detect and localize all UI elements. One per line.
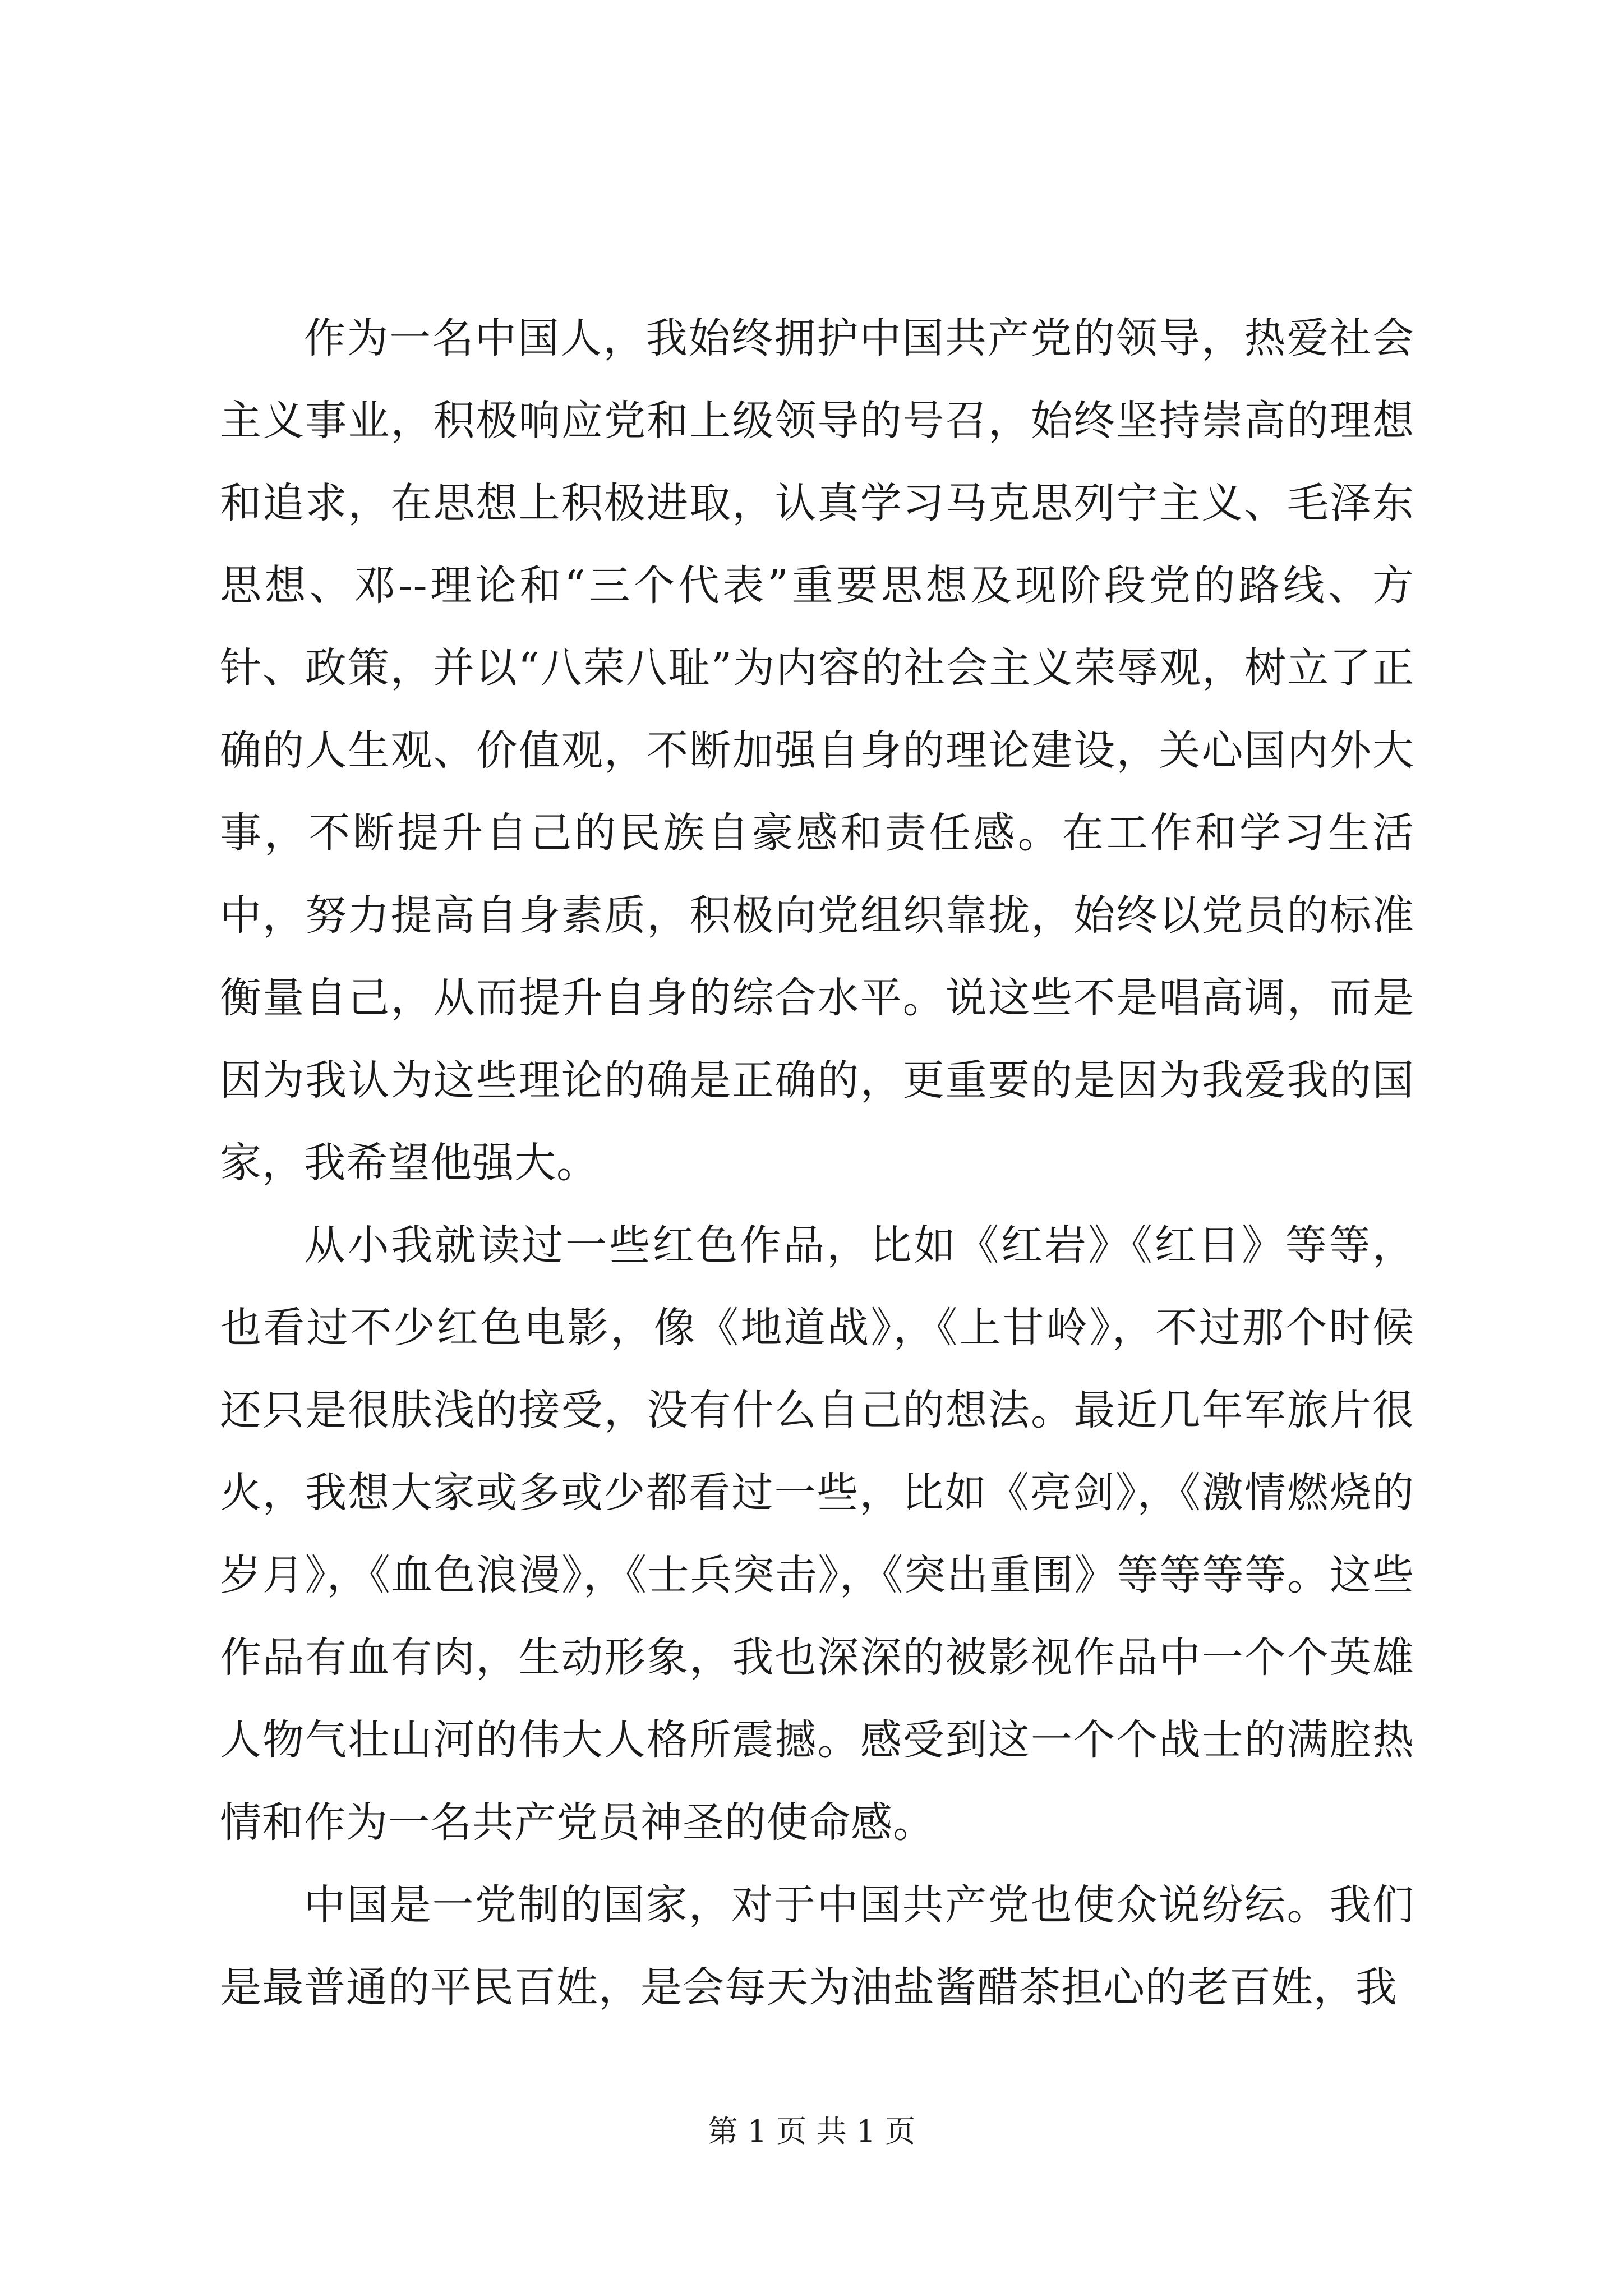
paragraph-3: 中国是一党制的国家，对于中国共产党也使众说纷纭。我们是最普通的平民百姓，是会每天为油盐酱醋茶担心的老百姓，我 xyxy=(220,1881,1414,2012)
paragraph-2: 从小我就读过一些红色作品，比如《红岩》《红日》等等，也看过不少红色电影，像《地道战》，《上甘岭》，不过那个时候还只是很肤浅的接受，没有什么自己的想法。最近几年军旅片很火，我想大家或多或少都看过一些，比如《亮剑》，《激情燃烧的岁月》，《血色浪漫》，《士兵突击》，《突出重围》等等等等。这些作品有血有肉，生动形象，我也深深的被影视作品中一个个英雄人物气壮山河的伟大人格所震撼。感受到这一个个战士的满腔热情和作为一名共产党员神圣的使命感。 xyxy=(220,1221,1414,1847)
page-footer: 第 1 页 共 1 页 xyxy=(707,2114,916,2149)
document-body xyxy=(220,297,1414,2029)
paragraph-1: 作为一名中国人，我始终拥护中国共产党的领导，热爱社会主义事业，积极响应党和上级领导的号召，始终坚持崇高的理想和追求，在思想上积极进取，认真学习马克思列宁主义、毛泽东思想、邓--理论和“三个代表”重要思想及现阶段党的路线、方针、政策，并以“八荣八耻”为内容的社会主义荣辱观，树立了正确的人生观、价值观，不断加强自身的理论建设，关心国内外大事，不断提升自己的民族自豪感和责任感。在工作和学习生活中，努力提高自身素质，积极向党组织靠拢，始终以党员的标准衡量自己，从而提升自身的综合水平。说这些不是唱高调，而是因为我认为这些理论的确是正确的，更重要的是因为我爱我的国家，我希望他强大。 xyxy=(220,314,1414,1187)
